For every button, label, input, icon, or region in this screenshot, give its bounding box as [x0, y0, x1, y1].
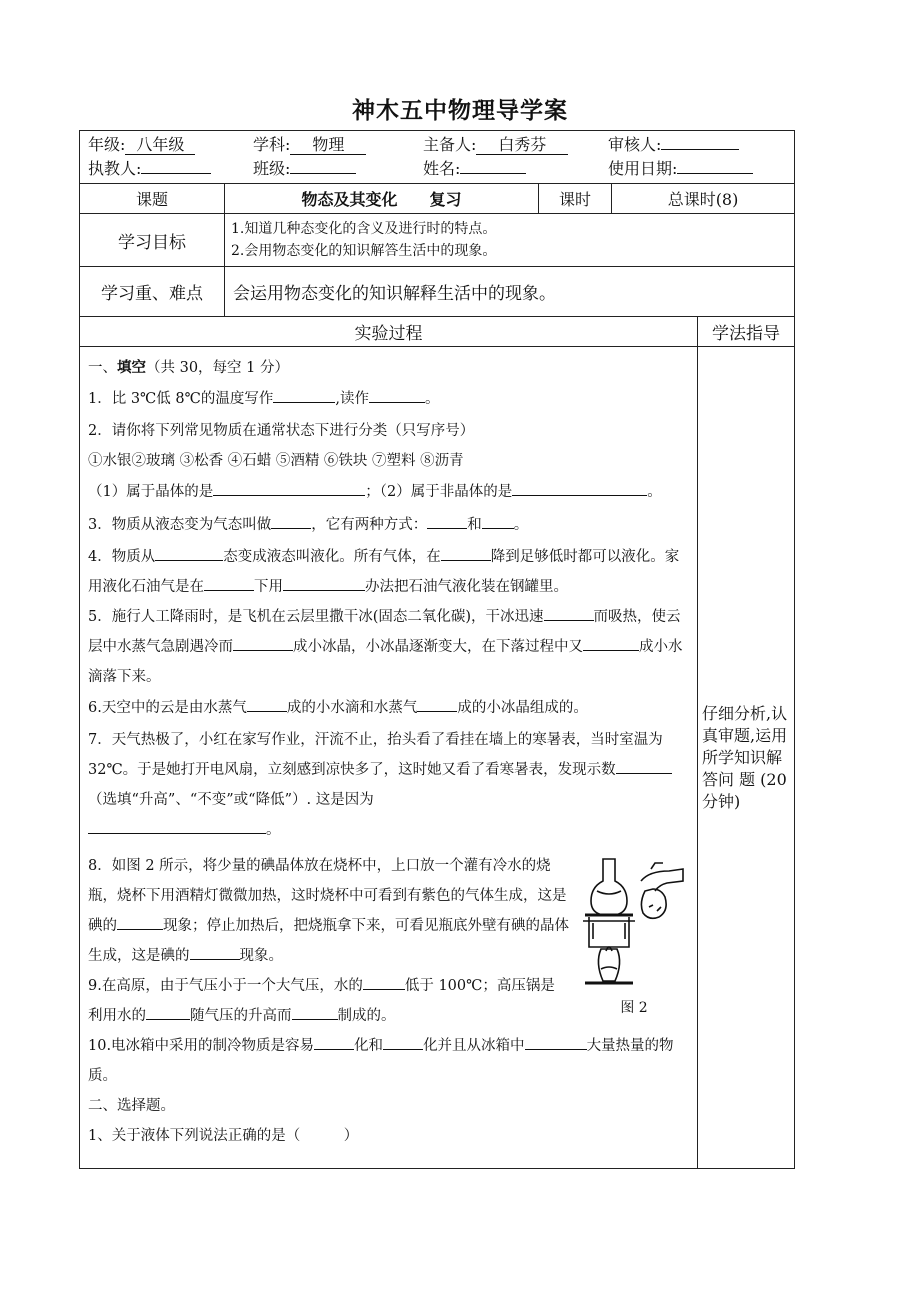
answer-blank[interactable]: [363, 973, 405, 990]
q-text: 10.电冰箱中采用的制冷物质是容易: [88, 1038, 315, 1054]
answer-blank[interactable]: [512, 479, 647, 496]
iodine-sublimation-icon: [579, 851, 689, 991]
section-2-heading: 二、选择题。: [88, 1098, 175, 1114]
method-label: 学法指导: [698, 317, 795, 347]
q-text: 态变成液态叫液化。所有气体，在: [223, 549, 441, 565]
class-field: [253, 157, 423, 181]
reviewer-label: 审核人:: [608, 135, 662, 154]
answer-blank[interactable]: [292, 1003, 338, 1020]
class-blank[interactable]: [290, 173, 356, 174]
q-text: 3．物质从液态变为气态叫做: [88, 517, 272, 533]
class-label: 班级:: [253, 159, 291, 178]
q-text: 随气压的升高而: [190, 1008, 292, 1024]
q-text: 。: [647, 484, 662, 500]
q-text: 下用: [254, 579, 283, 595]
process-label: 实验过程: [80, 317, 698, 347]
q-text: 办法把石油气液化装在钢罐里。: [365, 579, 568, 595]
answer-blank[interactable]: [369, 386, 425, 403]
question-2-parts: [88, 476, 689, 509]
q-text: 和: [467, 517, 482, 533]
q-text: 成的小水滴和水蒸气: [286, 700, 418, 716]
answer-blank[interactable]: [190, 943, 240, 960]
goals-label: 学习目标: [80, 214, 225, 267]
answer-blank[interactable]: [427, 512, 467, 529]
reviewer-field: [608, 133, 739, 157]
grade-field: [88, 133, 253, 157]
period-value: 总课时(8): [612, 184, 795, 214]
q-text: （选填“升高”、“不变”或“降低”）. 这是因为: [88, 792, 374, 808]
q-text: （1）属于晶体的是: [88, 484, 214, 500]
q-text: 大量热量的物质。: [88, 1038, 674, 1084]
question-10: [88, 1031, 689, 1091]
answer-blank[interactable]: [544, 604, 594, 621]
goal-item: 1.知道几种态变化的含义及进行时的特点。: [231, 221, 497, 237]
q-text: 8．如图 2 所示，将少量的碘晶体放在烧杯中，上口放一个灌有冷水的烧瓶，烧杯下用酒精灯微微加热，这时烧杯中可看到有紫色的气体生成，这是碘的: [88, 858, 567, 934]
q-text: 成小冰晶，小冰晶逐渐变大，在下落过程中又: [293, 639, 583, 655]
name-label: 姓名:: [423, 159, 461, 178]
q-text: 4．物质从: [88, 549, 156, 565]
answer-blank[interactable]: [417, 695, 457, 712]
key-label: 学习重、难点: [80, 267, 225, 317]
answer-blank[interactable]: [616, 757, 672, 774]
q-text: 。: [266, 822, 281, 838]
question-4: [88, 542, 689, 602]
figure-2: [579, 851, 689, 1016]
q-text: 降到足够低时都可以液化。家用液化石油气是在: [88, 549, 680, 595]
answer-blank[interactable]: [482, 512, 514, 529]
question-5: [88, 602, 689, 692]
question-3: [88, 509, 689, 542]
q-text: 制成的。: [337, 1008, 396, 1024]
subject-value: 物理: [290, 136, 366, 155]
figure-caption: 图 2: [620, 1000, 648, 1016]
preparer-value: 白秀芬: [476, 136, 568, 155]
answer-blank[interactable]: [155, 544, 223, 561]
question-7: [88, 725, 689, 845]
method-guide: 仔细分析,认真审题,运用所学知识解答问 题 (20分钟): [698, 347, 795, 1169]
section-1-prefix: 一、: [88, 360, 117, 376]
q-text: 现象；停止加热后，把烧瓶拿下来，可看见瓶底外壁有碘的晶体生成，这是碘的: [88, 918, 569, 964]
preparer-field: [423, 133, 608, 157]
q-text: 成小水滴落下来。: [88, 639, 683, 685]
answer-blank[interactable]: [146, 1003, 190, 1020]
answer-blank[interactable]: [117, 913, 163, 930]
q-text: 化和: [354, 1038, 384, 1054]
q-text: 1．比 3℃低 8℃的温度写作: [88, 391, 274, 407]
section-1-heading: [88, 353, 689, 383]
answer-blank[interactable]: [204, 574, 254, 591]
answer-blank[interactable]: [583, 634, 639, 651]
q-text: 9.在高原，由于气压小于一个大气压，水的: [88, 978, 363, 994]
subject-field: [253, 133, 423, 157]
question-2-items: ①水银②玻璃 ③松香 ④石蜡 ⑤酒精 ⑥铁块 ⑦塑料 ⑧沥青: [88, 453, 464, 469]
name-blank[interactable]: [460, 173, 526, 174]
header-info: [80, 131, 795, 184]
answer-blank[interactable]: [383, 1033, 423, 1050]
q-text: 。: [513, 517, 529, 533]
page-title: 神木五中物理导学案: [352, 98, 568, 124]
answer-blank[interactable]: [88, 817, 266, 834]
grade-label: 年级:: [88, 135, 126, 154]
answer-blank[interactable]: [213, 479, 365, 496]
q-text: ,读作: [335, 391, 369, 407]
q-text: 6.天空中的云是由水蒸气: [88, 700, 247, 716]
q-text: ；（2）属于非晶体的是: [365, 484, 513, 500]
q-text: 化并且从冰箱中: [423, 1038, 525, 1054]
section-1-bold: 填空: [117, 359, 146, 376]
answer-blank[interactable]: [525, 1033, 587, 1050]
period-label: 课时: [539, 184, 612, 214]
answer-blank[interactable]: [441, 544, 491, 561]
subject-label: 学科:: [253, 135, 291, 154]
q-text: 7．天气热极了，小红在家写作业，汗流不止，抬头看了看挂在墙上的寒暑表，当时室温为 32℃。于是她打开电风扇，立刻感到凉快多了，这时她又看了看寒暑表，发现示数: [88, 732, 663, 778]
q-text: ，它有两种方式：: [311, 517, 428, 533]
preparer-label: 主备人:: [423, 135, 477, 154]
teacher-blank[interactable]: [141, 173, 211, 174]
goal-item: 2.会用物态变化的知识解答生活中的现象。: [231, 243, 497, 259]
q-text: 。: [424, 391, 440, 407]
topic-value: 物态及其变化 复习: [225, 184, 539, 214]
question-6: [88, 692, 689, 725]
answer-blank[interactable]: [314, 1033, 354, 1050]
reviewer-blank[interactable]: [661, 149, 739, 150]
question-1: [88, 383, 689, 416]
q-text: 而吸热，使云层中水蒸气急剧遇冷而: [88, 609, 681, 655]
answer-blank[interactable]: [273, 386, 335, 403]
answer-blank[interactable]: [283, 574, 365, 591]
date-blank[interactable]: [677, 173, 753, 174]
lesson-sheet: [79, 130, 795, 1169]
key-value: 会运用物态变化的知识解释生活中的现象。: [225, 267, 795, 317]
question-2: 2．请你将下列常见物质在通常状态下进行分类（只写序号）: [88, 423, 475, 439]
q-text: 低于 100℃；高压锅是利用水的: [88, 978, 555, 1024]
q-text: 5．施行人工降雨时，是飞机在云层里撒干冰(固态二氧化碳)，干冰迅速: [88, 609, 544, 625]
section-1-suffix: （共 30，每空 1 分）: [146, 360, 290, 376]
date-label: 使用日期:: [608, 159, 678, 178]
date-field: [608, 157, 753, 181]
answer-blank[interactable]: [271, 512, 311, 529]
section-2-question-1: 1、关于液体下列说法正确的是（ ）: [88, 1128, 359, 1144]
goals-content: [225, 214, 795, 267]
teacher-field: [88, 157, 253, 181]
teacher-label: 执教人:: [88, 159, 142, 178]
topic-label: 课题: [80, 184, 225, 214]
answer-blank[interactable]: [247, 695, 287, 712]
q-text: 成的小冰晶组成的。: [457, 700, 588, 716]
name-field: [423, 157, 608, 181]
exercise-content: [80, 347, 698, 1169]
answer-blank[interactable]: [233, 634, 293, 651]
q-text: 现象。: [239, 948, 283, 964]
grade-value: 八年级: [125, 136, 195, 155]
